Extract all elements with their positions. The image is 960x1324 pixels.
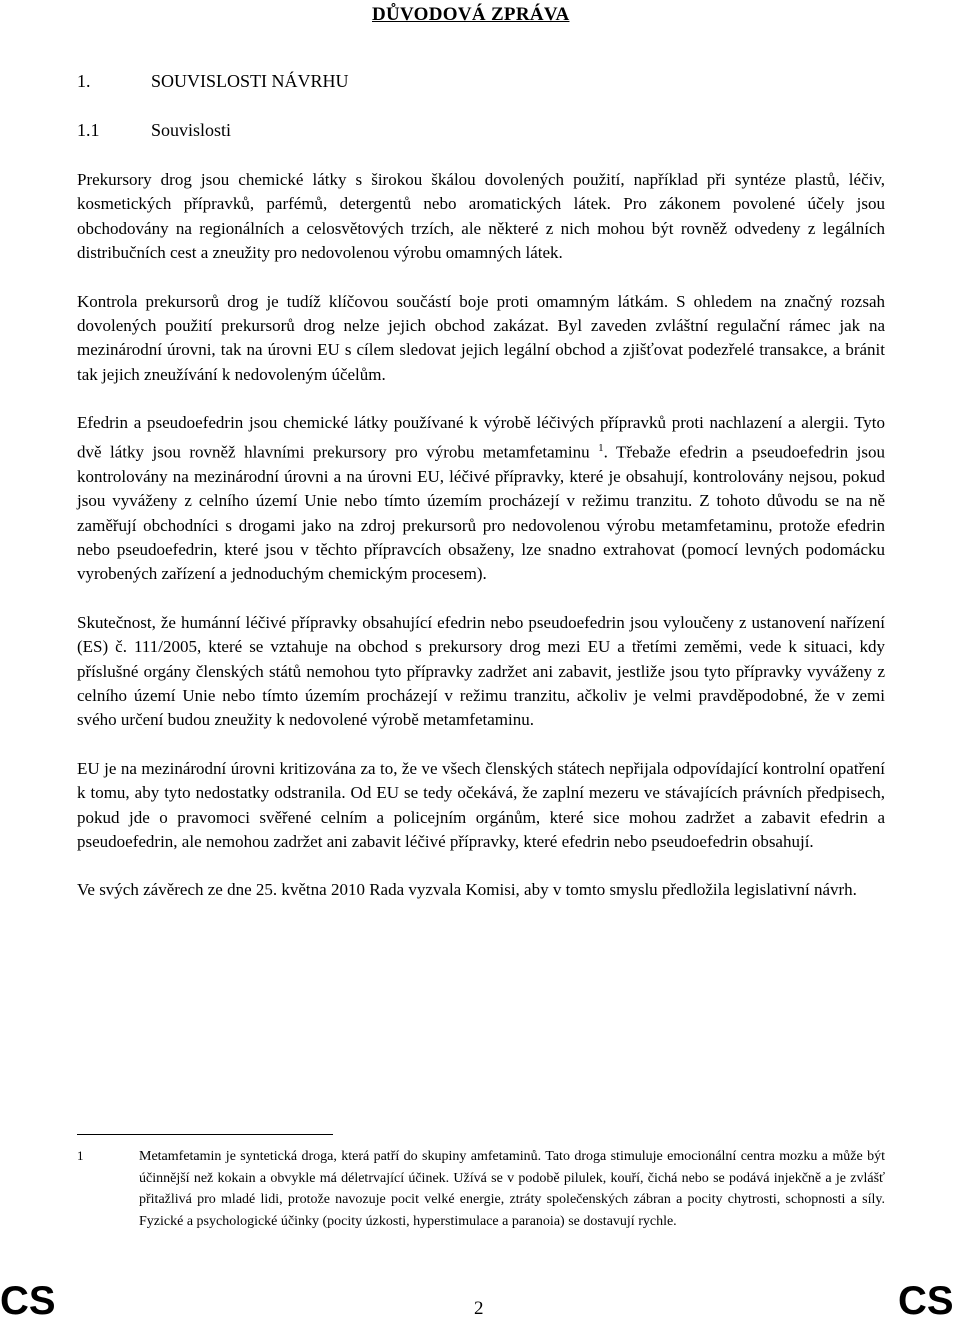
paragraph: Kontrola prekursorů drog je tudíž klíčovou součástí boje proti omamným látkám. S ohledem na značný rozsah dovolených použití prekursorů drog nelze jejich obchod zakázat. Byl zaveden zvláštní regulační rámec jak na mezinárodní úrovni, tak na úrovni EU s cílem sledovat jejich legální obchod a zjišťovat podezřelé transakce, a bránit tak jejich zneužívání k nedovoleným účelům.	[77, 291, 885, 384]
footnote-text: Metamfetamin je syntetická droga, která patří do skupiny amfetaminů. Tato droga stimuluje emocionální centra mozku a může být účinnější než kokain a obvykle má déletrvající účinek. Užívá se v podobě pilulek, kouří, čichá nebo se podává injekčně a je zvlášť přitažlivá pro mladé lidi, protože navozuje pocit velké energie, ztráty společenských zábran a pocity chytrosti, schopnosti a síly. Fyzické a psychologické účinky (pocity úzkosti, hyperstimulace a paranoia) se dostavují rychle.	[139, 1149, 885, 1229]
section-heading	[77, 71, 349, 92]
paragraph: Efedrin a pseudoefedrin jsou chemické látky používané k výrobě léčivých přípravků proti nachlazení a alergii. Tyto dvě látky jsou rovněž hlavními prekursory pro výrobu metamfetaminu $^1$. Třebaže efedrin a pseudoefedrin jsou kontrolovány na mezinárodní úrovni a na úrovni EU, léčivé přípravky, které je obsahují, kontrolovány nejsou, pokud jsou vyváženy z celního území Unie nebo tímto územím procházejí v režimu tranzitu. Z tohoto důvodu se na ně zaměřují obchodníci s drogami jako na zdroj prekursorů pro nedovolenou výrobu metamfetaminu, protože efedrin nebo pseudoefedrin, které jsou v těchto přípravcích obsaženy, lze snadno extrahovat (pomocí levných podomácku vyrobených zařízení a jednoduchým chemickým procesem).	[77, 413, 885, 584]
body-text	[77, 168, 885, 927]
footnote-reference[interactable]: 1	[598, 441, 604, 454]
section-label: SOUVISLOSTI NÁVRHU	[151, 71, 349, 91]
language-code-right: CS	[898, 1279, 954, 1323]
subsection-label: Souvislosti	[151, 120, 232, 140]
language-code-left: CS	[0, 1279, 56, 1323]
paragraph: EU je na mezinárodní úrovni kritizována za to, že ve všech členských státech nepřijala odpovídající kontrolní opatření k tomu, aby tyto nedostatky odstranila. Od EU se tedy očekává, že zaplní mezeru ve stávajících právních předpisech, pokud jde o pravomoci svěřené celním a policejním orgánům, které sice mohou zadržet a zabavit efedrin a pseudoefedrin, ale nemohou zadržet ani zabavit léčivé přípravky, které efedrin nebo pseudoefedrin obsahují.	[77, 758, 885, 851]
paragraph: Ve svých závěrech ze dne 25. května 2010 Rada vyzvala Komisi, aby v tomto smyslu předložila legislativní návrh.	[77, 880, 857, 900]
page-title: DŮVODOVÁ ZPRÁVA	[372, 4, 570, 25]
page-number: 2	[474, 1298, 484, 1319]
footnote-separator	[77, 1134, 333, 1135]
footnote-mark: 1	[77, 1148, 84, 1163]
section-number: 1.	[77, 71, 91, 91]
subsection-heading	[77, 120, 231, 141]
paragraph: Skutečnost, že humánní léčivé přípravky obsahující efedrin nebo pseudoefedrin jsou vyloučeny z ustanovení nařízení (ES) č. 111/2005, které se vztahuje na obchod s prekursory drog mezi EU a třetími zeměmi, vede k situaci, kdy příslušné orgány členských států nemohou tyto přípravky zadržet ani zabavit, jestliže jsou tyto přípravky vyváženy z celního území Unie nebo tímto územím procházejí v režimu tranzitu, ačkoliv je velmi pravděpodobné, že v zemi svého určení budou zneužity k nedovolené výrobě metamfetaminu.	[77, 612, 885, 730]
paragraph: Prekursory drog jsou chemické látky s širokou škálou dovolených použití, například při syntéze plastů, léčiv, kosmetických přípravků, parfémů, detergentů nebo aromatických látek. Pro zákonem povolené účely jsou obchodovány na regionálních a celosvětových trzích, ale některé z nich mohou být rovněž odvedeny z legálních distribučních cest a zneužity pro nedovolenou výrobu omamných látek.	[77, 170, 885, 263]
subsection-number: 1.1	[77, 120, 100, 140]
